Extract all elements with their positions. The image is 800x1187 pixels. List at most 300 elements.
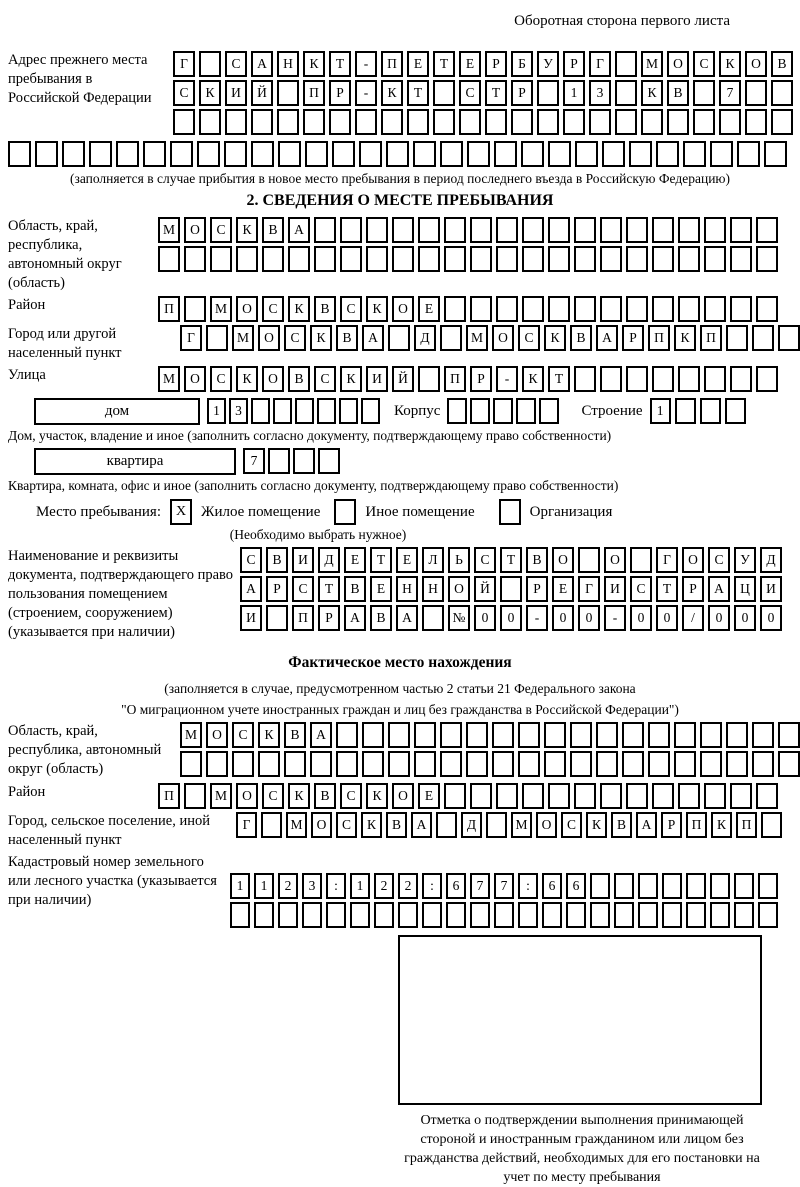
char-cell[interactable]: 0 [578,605,600,631]
char-cell[interactable] [548,217,570,243]
char-cell[interactable]: И [240,605,262,631]
char-cell[interactable]: - [526,605,548,631]
char-cell[interactable] [446,902,466,928]
char-cell[interactable] [574,217,596,243]
char-cell[interactable]: № [448,605,470,631]
char-cell[interactable] [329,109,351,135]
char-cell[interactable] [258,751,280,777]
char-cell[interactable] [522,296,544,322]
char-cell[interactable]: 1 [650,398,671,424]
char-cell[interactable]: 2 [398,873,418,899]
char-cell[interactable]: В [284,722,306,748]
char-cell[interactable]: 7 [470,873,490,899]
char-cell[interactable] [686,873,706,899]
char-cell[interactable]: И [366,366,388,392]
char-cell[interactable] [278,141,301,167]
char-cell[interactable]: С [240,547,262,573]
char-cell[interactable]: С [232,722,254,748]
char-cell[interactable] [537,80,559,106]
char-cell[interactable]: 7 [494,873,514,899]
char-cell[interactable] [693,109,715,135]
char-cell[interactable] [314,217,336,243]
char-cell[interactable] [648,751,670,777]
char-cell[interactable] [251,141,274,167]
char-cell[interactable]: Г [236,812,257,838]
char-cell[interactable]: О [184,217,206,243]
char-cell[interactable] [206,325,228,351]
char-cell[interactable] [590,902,610,928]
char-cell[interactable] [388,751,410,777]
char-cell[interactable] [745,109,767,135]
char-cell[interactable]: М [210,783,232,809]
char-cell[interactable] [422,902,442,928]
char-cell[interactable] [494,141,517,167]
char-cell[interactable] [302,902,322,928]
char-cell[interactable]: Т [433,51,455,77]
char-cell[interactable]: Г [180,325,202,351]
char-cell[interactable]: М [180,722,202,748]
char-cell[interactable] [730,217,752,243]
char-cell[interactable] [719,109,741,135]
char-cell[interactable]: 0 [708,605,730,631]
char-cell[interactable] [574,296,596,322]
char-cell[interactable]: О [604,547,626,573]
char-cell[interactable]: Т [329,51,351,77]
char-cell[interactable] [486,812,507,838]
char-cell[interactable] [614,873,634,899]
char-cell[interactable] [262,246,284,272]
char-cell[interactable] [413,141,436,167]
char-cell[interactable]: С [340,296,362,322]
char-cell[interactable]: К [258,722,280,748]
char-cell[interactable] [537,109,559,135]
char-cell[interactable] [261,812,282,838]
char-cell[interactable] [652,366,674,392]
char-cell[interactable]: К [719,51,741,77]
char-cell[interactable] [277,80,299,106]
char-cell[interactable] [184,246,206,272]
char-cell[interactable]: П [700,325,722,351]
char-cell[interactable] [493,398,513,424]
char-cell[interactable]: - [355,51,377,77]
char-cell[interactable]: О [236,296,258,322]
char-cell[interactable] [511,109,533,135]
char-cell[interactable]: С [459,80,481,106]
char-cell[interactable] [590,873,610,899]
char-cell[interactable] [548,296,570,322]
char-cell[interactable]: В [386,812,407,838]
char-cell[interactable] [224,141,247,167]
char-cell[interactable]: - [604,605,626,631]
char-cell[interactable] [683,141,706,167]
char-cell[interactable] [704,217,726,243]
char-cell[interactable] [626,366,648,392]
char-cell[interactable] [662,873,682,899]
char-cell[interactable] [496,783,518,809]
char-cell[interactable] [615,109,637,135]
char-cell[interactable]: Г [578,576,600,602]
char-cell[interactable]: С [292,576,314,602]
char-cell[interactable] [386,141,409,167]
char-cell[interactable]: С [340,783,362,809]
char-cell[interactable]: Е [370,576,392,602]
char-cell[interactable] [641,109,663,135]
char-cell[interactable]: 1 [350,873,370,899]
char-cell[interactable] [648,722,670,748]
char-cell[interactable]: О [492,325,514,351]
char-cell[interactable]: О [667,51,689,77]
char-cell[interactable] [440,325,462,351]
char-cell[interactable] [778,722,800,748]
char-cell[interactable] [199,51,221,77]
char-cell[interactable]: К [544,325,566,351]
char-cell[interactable] [293,448,315,474]
char-cell[interactable]: Е [407,51,429,77]
char-cell[interactable] [518,751,540,777]
char-cell[interactable] [602,141,625,167]
char-cell[interactable] [522,246,544,272]
char-cell[interactable] [116,141,139,167]
char-cell[interactable] [284,751,306,777]
char-cell[interactable] [756,366,778,392]
char-cell[interactable] [516,398,536,424]
char-cell[interactable]: П [158,296,180,322]
char-cell[interactable] [726,751,748,777]
char-cell[interactable] [730,783,752,809]
char-cell[interactable] [578,547,600,573]
char-cell[interactable] [422,605,444,631]
char-cell[interactable] [730,366,752,392]
char-cell[interactable] [600,246,622,272]
char-cell[interactable]: 1 [254,873,274,899]
char-cell[interactable] [771,109,793,135]
char-cell[interactable]: : [326,873,346,899]
char-cell[interactable]: К [288,783,310,809]
char-cell[interactable] [544,751,566,777]
char-cell[interactable] [778,325,800,351]
char-cell[interactable] [652,783,674,809]
char-cell[interactable] [470,783,492,809]
char-cell[interactable]: А [708,576,730,602]
char-cell[interactable]: 0 [552,605,574,631]
char-cell[interactable]: - [496,366,518,392]
char-cell[interactable] [326,902,346,928]
char-cell[interactable] [470,296,492,322]
char-cell[interactable]: О [236,783,258,809]
char-cell[interactable] [414,751,436,777]
char-cell[interactable] [518,722,540,748]
char-cell[interactable]: Е [552,576,574,602]
char-cell[interactable] [622,751,644,777]
char-cell[interactable]: А [596,325,618,351]
char-cell[interactable]: П [303,80,325,106]
char-cell[interactable] [440,751,462,777]
char-cell[interactable]: Р [318,605,340,631]
char-cell[interactable]: С [474,547,496,573]
char-cell[interactable] [522,783,544,809]
char-cell[interactable] [496,296,518,322]
char-cell[interactable] [600,366,622,392]
char-cell[interactable] [355,109,377,135]
stay-option-other-checkbox[interactable] [334,499,356,525]
char-cell[interactable] [225,109,247,135]
char-cell[interactable]: С [262,783,284,809]
char-cell[interactable] [366,246,388,272]
char-cell[interactable] [730,296,752,322]
char-cell[interactable] [459,109,481,135]
char-cell[interactable] [251,398,270,424]
char-cell[interactable]: М [158,217,180,243]
char-cell[interactable]: Т [500,547,522,573]
char-cell[interactable] [737,141,760,167]
char-cell[interactable]: Р [526,576,548,602]
char-cell[interactable] [734,902,754,928]
char-cell[interactable]: С [693,51,715,77]
char-cell[interactable]: О [536,812,557,838]
char-cell[interactable]: К [641,80,663,106]
char-cell[interactable] [251,109,273,135]
char-cell[interactable]: Г [656,547,678,573]
char-cell[interactable] [433,80,455,106]
char-cell[interactable]: 1 [207,398,226,424]
char-cell[interactable]: К [674,325,696,351]
char-cell[interactable]: О [552,547,574,573]
char-cell[interactable]: 7 [719,80,741,106]
char-cell[interactable]: В [570,325,592,351]
char-cell[interactable] [686,902,706,928]
char-cell[interactable] [199,109,221,135]
stay-option-organization-checkbox[interactable] [499,499,521,525]
char-cell[interactable] [173,109,195,135]
char-cell[interactable]: Д [461,812,482,838]
char-cell[interactable] [756,783,778,809]
char-cell[interactable]: Е [459,51,481,77]
char-cell[interactable]: А [240,576,262,602]
char-cell[interactable] [318,448,340,474]
char-cell[interactable] [407,109,429,135]
char-cell[interactable] [693,80,715,106]
char-cell[interactable]: О [392,296,414,322]
char-cell[interactable] [340,246,362,272]
char-cell[interactable]: М [232,325,254,351]
char-cell[interactable] [8,141,31,167]
char-cell[interactable]: 0 [630,605,652,631]
char-cell[interactable] [492,751,514,777]
char-cell[interactable]: М [286,812,307,838]
char-cell[interactable]: К [366,296,388,322]
char-cell[interactable]: Р [661,812,682,838]
char-cell[interactable]: Ц [734,576,756,602]
char-cell[interactable] [444,217,466,243]
char-cell[interactable]: П [292,605,314,631]
char-cell[interactable] [35,141,58,167]
char-cell[interactable]: К [361,812,382,838]
char-cell[interactable]: П [736,812,757,838]
char-cell[interactable]: А [310,722,332,748]
char-cell[interactable] [184,296,206,322]
char-cell[interactable]: М [641,51,663,77]
char-cell[interactable]: О [745,51,767,77]
char-cell[interactable] [310,751,332,777]
char-cell[interactable]: О [311,812,332,838]
char-cell[interactable]: Й [251,80,273,106]
char-cell[interactable] [764,141,787,167]
char-cell[interactable]: Р [266,576,288,602]
char-cell[interactable]: Р [470,366,492,392]
char-cell[interactable] [745,80,767,106]
char-cell[interactable]: С [336,812,357,838]
char-cell[interactable] [266,605,288,631]
char-cell[interactable]: Е [418,783,440,809]
char-cell[interactable] [143,141,166,167]
char-cell[interactable] [470,217,492,243]
char-cell[interactable] [305,141,328,167]
char-cell[interactable] [336,751,358,777]
char-cell[interactable] [678,783,700,809]
char-cell[interactable] [674,722,696,748]
char-cell[interactable]: С [284,325,306,351]
char-cell[interactable]: С [262,296,284,322]
char-cell[interactable]: К [199,80,221,106]
char-cell[interactable] [614,902,634,928]
char-cell[interactable] [589,109,611,135]
char-cell[interactable]: Н [396,576,418,602]
char-cell[interactable] [340,217,362,243]
char-cell[interactable]: Р [622,325,644,351]
char-cell[interactable] [674,751,696,777]
char-cell[interactable]: Р [511,80,533,106]
char-cell[interactable] [470,398,490,424]
char-cell[interactable] [630,547,652,573]
char-cell[interactable]: В [667,80,689,106]
char-cell[interactable] [615,51,637,77]
char-cell[interactable] [158,246,180,272]
char-cell[interactable] [652,217,674,243]
char-cell[interactable] [414,722,436,748]
char-cell[interactable]: А [636,812,657,838]
char-cell[interactable]: 2 [374,873,394,899]
char-cell[interactable]: К [310,325,332,351]
char-cell[interactable] [362,722,384,748]
char-cell[interactable]: С [561,812,582,838]
char-cell[interactable] [778,751,800,777]
char-cell[interactable]: Н [277,51,299,77]
char-cell[interactable]: К [366,783,388,809]
char-cell[interactable] [700,751,722,777]
char-cell[interactable] [704,366,726,392]
char-cell[interactable]: П [444,366,466,392]
char-cell[interactable] [485,109,507,135]
char-cell[interactable]: Т [318,576,340,602]
stay-option-residential-checkbox[interactable]: X [170,499,192,525]
char-cell[interactable] [467,141,490,167]
char-cell[interactable]: Д [760,547,782,573]
char-cell[interactable] [758,902,778,928]
char-cell[interactable]: У [537,51,559,77]
char-cell[interactable]: С [708,547,730,573]
char-cell[interactable] [492,722,514,748]
char-cell[interactable] [652,296,674,322]
char-cell[interactable] [544,722,566,748]
char-cell[interactable] [273,398,292,424]
char-cell[interactable] [496,217,518,243]
char-cell[interactable]: М [158,366,180,392]
char-cell[interactable]: А [251,51,273,77]
char-cell[interactable] [361,398,380,424]
char-cell[interactable]: Д [414,325,436,351]
char-cell[interactable]: А [396,605,418,631]
char-cell[interactable] [704,246,726,272]
char-cell[interactable]: О [392,783,414,809]
char-cell[interactable] [388,722,410,748]
char-cell[interactable]: Е [396,547,418,573]
char-cell[interactable]: Е [418,296,440,322]
char-cell[interactable]: К [340,366,362,392]
char-cell[interactable] [626,217,648,243]
char-cell[interactable] [734,873,754,899]
char-cell[interactable]: О [206,722,228,748]
char-cell[interactable]: 0 [474,605,496,631]
char-cell[interactable] [542,902,562,928]
char-cell[interactable] [521,141,544,167]
char-cell[interactable]: В [266,547,288,573]
char-cell[interactable] [758,873,778,899]
char-cell[interactable]: О [258,325,280,351]
char-cell[interactable]: С [173,80,195,106]
char-cell[interactable] [548,246,570,272]
char-cell[interactable]: И [292,547,314,573]
char-cell[interactable]: Л [422,547,444,573]
char-cell[interactable] [277,109,299,135]
char-cell[interactable] [652,246,674,272]
char-cell[interactable]: К [586,812,607,838]
char-cell[interactable]: Н [422,576,444,602]
char-cell[interactable] [563,109,585,135]
char-cell[interactable]: М [511,812,532,838]
char-cell[interactable]: / [682,605,704,631]
char-cell[interactable]: А [344,605,366,631]
char-cell[interactable] [626,296,648,322]
char-cell[interactable] [710,902,730,928]
char-cell[interactable] [678,217,700,243]
char-cell[interactable] [730,246,752,272]
char-cell[interactable] [436,812,457,838]
char-cell[interactable]: В [344,576,366,602]
char-cell[interactable]: А [362,325,384,351]
char-cell[interactable]: С [630,576,652,602]
char-cell[interactable] [678,296,700,322]
char-cell[interactable]: Р [329,80,351,106]
char-cell[interactable] [332,141,355,167]
char-cell[interactable] [570,722,592,748]
char-cell[interactable]: 3 [302,873,322,899]
char-cell[interactable] [232,751,254,777]
char-cell[interactable]: И [760,576,782,602]
char-cell[interactable] [466,751,488,777]
char-cell[interactable]: И [225,80,247,106]
char-cell[interactable]: К [711,812,732,838]
char-cell[interactable]: Й [392,366,414,392]
char-cell[interactable] [756,246,778,272]
char-cell[interactable]: Р [682,576,704,602]
char-cell[interactable] [622,722,644,748]
char-cell[interactable] [268,448,290,474]
char-cell[interactable] [180,751,202,777]
char-cell[interactable] [522,217,544,243]
char-cell[interactable]: Т [548,366,570,392]
char-cell[interactable]: 1 [563,80,585,106]
char-cell[interactable]: К [288,296,310,322]
